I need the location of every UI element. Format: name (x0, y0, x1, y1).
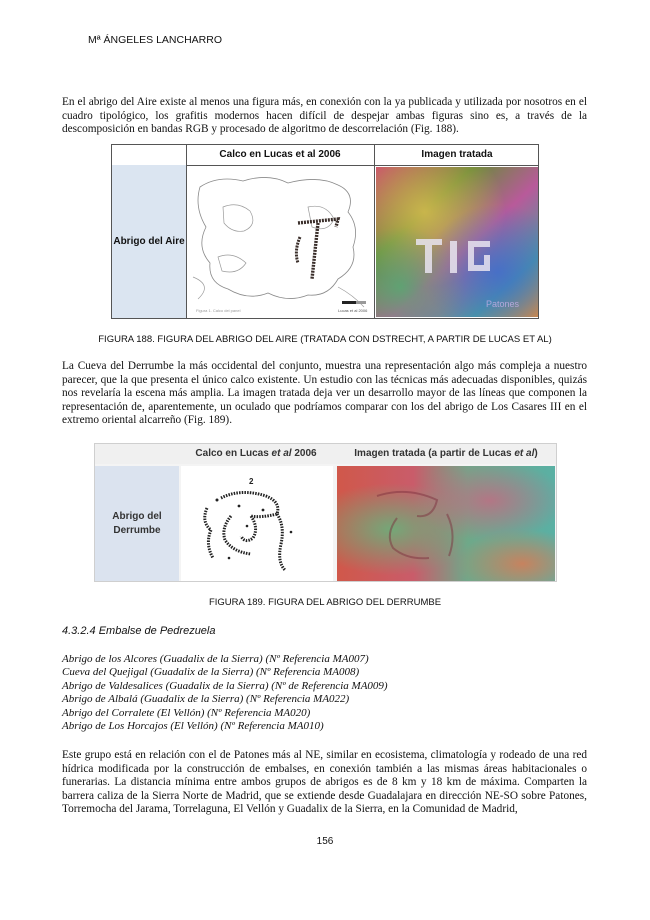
paragraph-1-text: En el abrigo del Aire existe al menos una figura más, en conexión con la ya publicada y utilizada por nosotros en el cuadro tipológico, los grafitis modernos hacen difícil de despejar ambas figuras sino es, a través de la descomposición en bandas RGB y procesado de algoritmo de descorrelación (Fig. 188). (62, 96, 587, 136)
col-header-calco: Calco en Lucas et al 2006 (219, 149, 341, 160)
column-divider (374, 145, 375, 318)
col-header-imagen-italic: et al (514, 448, 535, 459)
col-header-imagen: Imagen tratada (421, 149, 493, 160)
paragraph-3 (62, 749, 587, 817)
calco-tracing-image (188, 167, 372, 317)
row-label-line-1: Abrigo del (112, 510, 162, 522)
figure-189-table (94, 443, 557, 582)
figure-188-header-row (112, 145, 538, 166)
paragraph-3-text: Este grupo está en relación con el de Patones más al NE, similar en ecosistema, climatología y rodeado de una red hídrica modificada por la construcción de embalses, en conexión también a las mismas áreas habitacionales o funerarias. La distancia mínima entre ambos grupos de abrigos es de 8 km y 18 km de máxima. Comparten la barrera caliza de la Sierra Norte de Madrid, que se extiende desde Guadalajara en dirección NE-SO sobre Patones, Torremocha del Jarama, Torrelaguna, El Vellón y Guadalix de la Sierra, en la Comunidad de Madrid, (62, 749, 587, 816)
site-list-item: Abrigo del Corralete (El Vellón) (Nº Referencia MA020) (62, 706, 311, 719)
col-header-imagen-suffix: ) (534, 448, 538, 459)
page-number: 156 (316, 836, 334, 847)
site-list-item: Abrigo de Valdesalices (Guadalix de la Sierra) (Nº de Referencia MA009) (62, 679, 388, 692)
col-header-calco-suffix: 2006 (291, 448, 317, 459)
calco-tracing-derrumbe (181, 466, 333, 581)
calco-number-label: 2 (249, 477, 254, 486)
figure-189-header-row (95, 444, 556, 464)
col-header-calco (179, 444, 333, 464)
svg-text:Patones: Patones (486, 299, 520, 309)
site-list (62, 653, 388, 733)
section-heading: 4.3.2.4 Embalse de Pedrezuela (62, 625, 216, 637)
figure-188-table (111, 144, 539, 319)
col-header-calco-italic: et al (271, 448, 292, 459)
row-label-abrigo-aire: Abrigo del Aire (112, 165, 186, 318)
row-label-abrigo-derrumbe (95, 466, 179, 581)
figure-188-caption: FIGURA 188. FIGURA DEL ABRIGO DEL AIRE (TRATADA CON DSTRECHT, A PARTIR DE LUCAS ET AL) (98, 334, 552, 345)
svg-text:Lucas et al 2006: Lucas et al 2006 (338, 308, 368, 313)
figure-189-caption: FIGURA 189. FIGURA DEL ABRIGO DEL DERRUMBE (208, 597, 442, 608)
site-list-item: Abrigo de Albalá (Guadalix de la Sierra) (Nº Referencia MA022) (62, 693, 350, 706)
column-divider (186, 145, 187, 318)
row-label-line-2: Derrumbe (113, 524, 161, 536)
processed-image-aire (376, 167, 538, 317)
site-list-item: Abrigo de Los Horcajos (El Vellón) (Nº Referencia MA010) (62, 720, 324, 733)
processed-image-derrumbe (337, 466, 555, 581)
col-header-calco-prefix: Calco en Lucas (195, 448, 272, 459)
paragraph-1 (62, 96, 587, 137)
col-header-imagen (335, 444, 557, 464)
site-list-item: Abrigo de los Alcores (Guadalix de la Sierra) (Nº Referencia MA007) (62, 653, 369, 665)
col-header-imagen-prefix: Imagen tratada (a partir de Lucas (354, 448, 515, 459)
paragraph-2 (62, 360, 587, 428)
running-header: Mª ÁNGELES LANCHARRO (88, 34, 222, 46)
paragraph-2-text: La Cueva del Derrumbe la más occidental del conjunto, muestra una representación algo más compleja a nuestro parecer, que la que presenta el único calco existente. Un estudio con las técnicas más adecuadas disponibles, quizás nos revelaría la escena más amplia. La imagen tratada deja ver un desarrollo mayor de las líneas que componen la representación de, aparentemente, un oculado que podríamos comparar con los del abrigo de Los Casares III en el extremo oriental alcarreño (Fig. 189). (62, 360, 587, 427)
site-list-item: Cueva del Quejigal (Guadalix de la Sierra) (Nº Referencia MA008) (62, 666, 360, 679)
svg-text:Figura 1. Calco del panel: Figura 1. Calco del panel (196, 308, 241, 313)
